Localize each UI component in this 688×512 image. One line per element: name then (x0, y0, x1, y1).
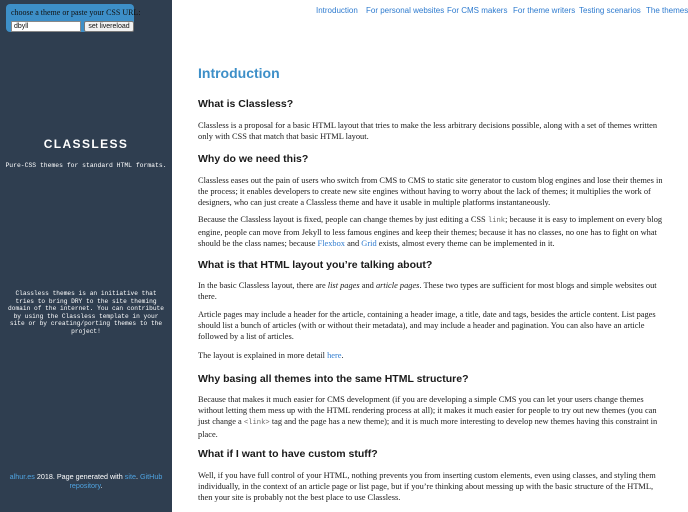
paragraph (198, 350, 664, 361)
heading-html-layout: What is that HTML layout you’re talking about? (198, 259, 433, 271)
nav-introduction[interactable]: Introduction (316, 6, 358, 15)
paragraph: Article pages may include a header for the article, containing a header image, a title, date and tags, besides the article content. List pages should list a bunch of articles (with or without their metadata), and may include a header and pagination. You can also have an article followed by a list of articles. (198, 310, 656, 341)
text: Because the Classless layout is fixed, people can change themes by just editing a CSS (198, 215, 488, 224)
footer-text: . (100, 481, 103, 490)
text: In the basic Classless layout, there are (198, 281, 328, 290)
paragraph: Classless is a proposal for a basic HTML layout that tries to make the less arbitrary decisions possible, along with a set of themes written only with CSS that match that basic HTML layout. (198, 121, 658, 141)
site-tagline: Pure-CSS themes for standard HTML formats. (5, 162, 167, 169)
site-link[interactable]: site (124, 472, 136, 481)
site-title[interactable]: CLASSLESS (43, 137, 129, 151)
grid-link[interactable]: Grid (361, 239, 377, 248)
page-title: Introduction (198, 65, 280, 81)
heading-custom-stuff: What if I want to have custom stuff? (198, 448, 378, 460)
footer-text: . (135, 472, 140, 481)
github-repo-link[interactable]: GitHub repository (69, 472, 163, 490)
sidebar-footer (8, 472, 164, 490)
paragraph (198, 394, 664, 440)
heading-same-structure: Why basing all themes into the same HTML structure? (198, 373, 469, 385)
nav-the-themes[interactable]: The themes (646, 6, 688, 15)
nav-cms-makers[interactable]: For CMS makers (447, 6, 508, 15)
inline-code: link (487, 217, 506, 225)
theme-url-input[interactable]: dbyll (11, 21, 81, 32)
flexbox-link[interactable]: Flexbox (317, 239, 345, 248)
text: and (359, 281, 376, 290)
paragraph (198, 214, 664, 249)
nav-personal-websites[interactable]: For personal websites (366, 6, 445, 15)
layout-detail-link[interactable]: here (327, 351, 342, 360)
emphasis: article pages (375, 281, 420, 290)
text: The layout is explained in more detail (198, 351, 328, 360)
text: Because that makes it much easier for CMS development (if you are developing a simple CMS you can let your users change themes without letting them mess up with the HTML rendering process at all); it makes it much easier for people to try out new themes (you can just change a (198, 395, 657, 426)
heading-why-need: Why do we need this? (198, 153, 309, 165)
heading-what-is-classless: What is Classless? (198, 98, 294, 110)
footer-text: 2018. Page generated with (34, 472, 125, 481)
text: ; because it is easy to implement on every blog engine, people can move from Jekyll to less famous engines and keep their themes; because it has no classes, no one has to fight on what should be the class names; because (198, 215, 663, 248)
author-link[interactable]: alhur.es (9, 472, 35, 481)
emphasis: list pages (327, 281, 360, 290)
site-description: Classless themes is an initiative that tries to bring DRY to the site theming domain of the internet. You can contribute by using the Classless template in your site or by creating/porting themes to the project! (8, 290, 164, 335)
paragraph (198, 280, 664, 302)
set-livereload-button[interactable]: set livereload (84, 21, 134, 32)
text: and (345, 239, 362, 248)
nav-testing-scenarios[interactable]: Testing scenarios (579, 6, 641, 15)
sidebar (0, 0, 172, 512)
text: . (341, 351, 344, 360)
inline-code: <link> (243, 419, 270, 427)
text: exists, almost every theme can be implemented in it. (376, 239, 555, 248)
theme-chooser (6, 4, 141, 32)
text: . These two types are sufficient for most blogs and simple websites out there. (198, 281, 657, 301)
paragraph: Classless eases out the pain of users who switch from CMS to CMS to static site generator to custom blog engines and lose their themes in the process; it enables developers to create new site engines without having to worry about the lack of themes; it multiplies the work of designers, who can just create a Classless theme and have it usable in multiple platforms instantaneously. (198, 176, 663, 207)
text: tag and the page has a new theme); and it is much more interesting to develop new themes having this constraint in place. (198, 417, 658, 439)
theme-chooser-label: choose a theme or paste your CSS URL: (11, 8, 141, 17)
paragraph: Well, if you have full control of your HTML, nothing prevents you from inserting custom elements, even using classes, and styling them individually, in the context of an article page or list page, but if you’re thinking about messing up with the basic structure of the HTML, then your site is probably not the best place to use Classless. (198, 471, 656, 502)
nav-theme-writers[interactable]: For theme writers (513, 6, 576, 15)
